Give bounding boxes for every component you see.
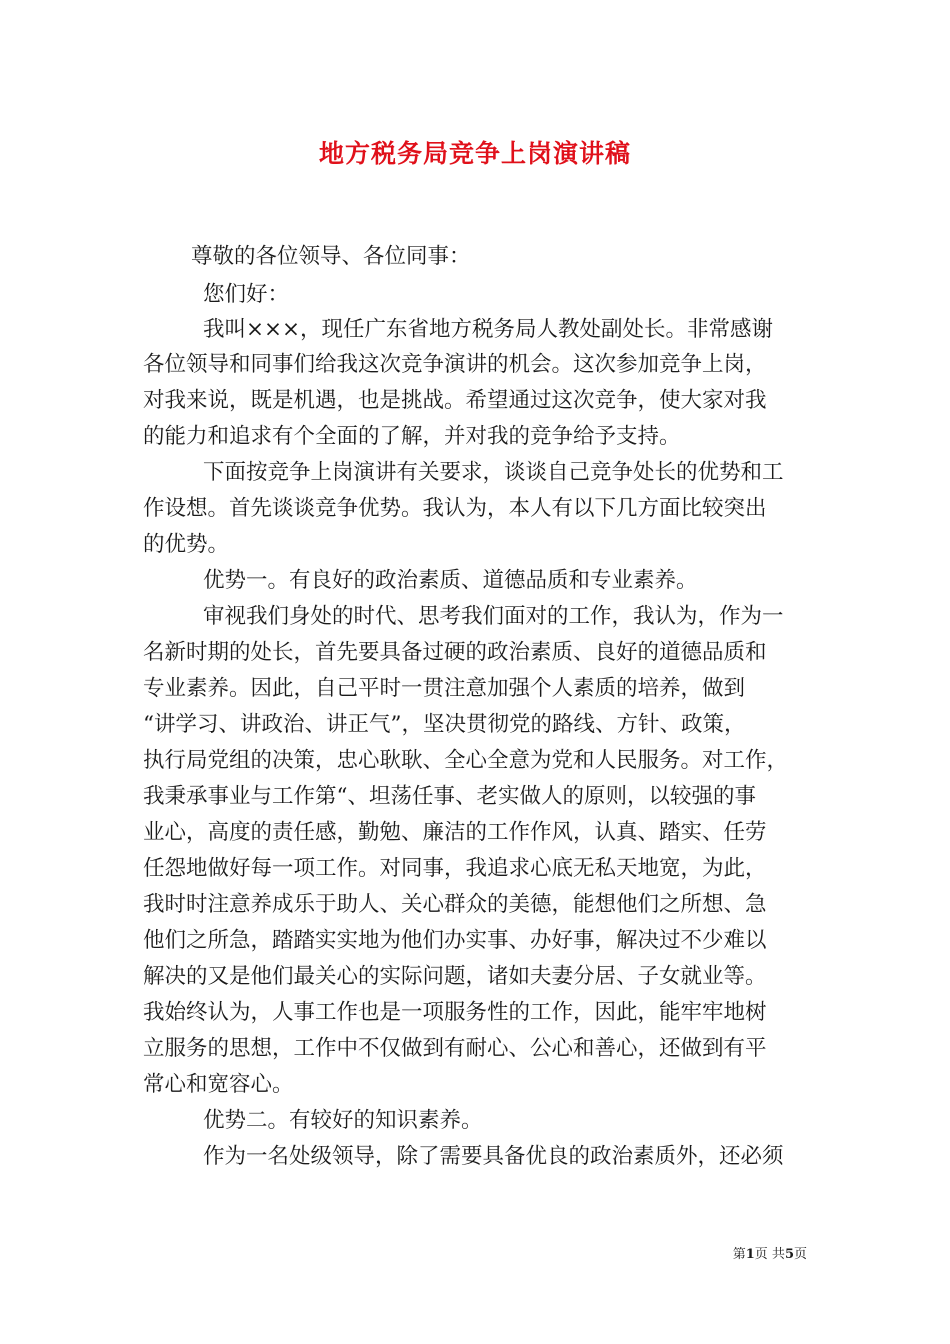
paragraph-line: 立服务的思想，工作中不仅做到有耐心、公心和善心，还做到有平	[143, 1036, 767, 1061]
footer-current-page: 1	[745, 1247, 755, 1262]
paragraph-line: 各位领导和同事们给我这次竞争演讲的机会。这次参加竞争上岗，	[143, 352, 767, 377]
paragraph-line: 常心和宽容心。	[143, 1072, 294, 1097]
paragraph-line: 下面按竞争上岗演讲有关要求，谈谈自己竞争处长的优势和工	[203, 460, 784, 485]
paragraph-line: 任怨地做好每一项工作。对同事，我追求心底无私天地宽，为此，	[143, 856, 767, 881]
paragraph-line: 我秉承事业与工作第“、坦荡任事、老实做人的原则，以较强的事	[143, 784, 756, 809]
greeting: 您们好：	[203, 282, 290, 307]
page-number-footer	[733, 1243, 807, 1262]
paragraph-line: 名新时期的处长，首先要具备过硬的政治素质、良好的道德品质和	[143, 640, 767, 665]
paragraph-line: 对我来说，既是机遇，也是挑战。希望通过这次竞争，使大家对我	[143, 388, 767, 413]
paragraph-line: “讲学习、讲政治、讲正气”，坚决贯彻党的路线、方针、政策，	[143, 712, 746, 737]
section-heading: 优势二。有较好的知识素养。	[203, 1108, 483, 1133]
paragraph-line: 业心，高度的责任感，勤勉、廉洁的工作作风，认真、踏实、任劳	[143, 820, 767, 845]
paragraph-line: 的能力和追求有个全面的了解，并对我的竞争给予支持。	[143, 424, 681, 449]
paragraph-line: 的优势。	[143, 532, 230, 557]
paragraph-line: 解决的又是他们最关心的实际问题，诸如夫妻分居、子女就业等。	[143, 964, 767, 989]
paragraph-line: 作设想。首先谈谈竞争优势。我认为，本人有以下几方面比较突出	[143, 496, 767, 521]
footer-suffix: 页	[793, 1247, 807, 1262]
paragraph-line: 执行局党组的决策，忠心耿耿、全心全意为党和人民服务。对工作，	[143, 748, 789, 773]
section-heading: 优势一。有良好的政治素质、道德品质和专业素养。	[203, 568, 698, 593]
paragraph-line: 专业素养。因此，自己平时一贯注意加强个人素质的培养，做到	[143, 676, 746, 701]
footer-middle: 页 共	[754, 1247, 785, 1262]
paragraph-line: 审视我们身处的时代、思考我们面对的工作，我认为，作为一	[203, 604, 784, 629]
paragraph-line: 我始终认为，人事工作也是一项服务性的工作，因此，能牢牢地树	[143, 1000, 767, 1025]
paragraph-line: 我时时注意养成乐于助人、关心群众的美德，能想他们之所想、急	[143, 892, 767, 917]
paragraph-line: 他们之所急，踏踏实实地为他们办实事、办好事，解决过不少难以	[143, 928, 767, 953]
salutation: 尊敬的各位领导、各位同事：	[191, 244, 471, 269]
paragraph-line: 我叫×××，现任广东省地方税务局人教处副处长。非常感谢	[203, 317, 774, 342]
footer-total-pages: 5	[784, 1247, 794, 1262]
footer-prefix: 第	[732, 1247, 746, 1262]
document-title: 地方税务局竞争上岗演讲稿	[318, 139, 631, 168]
paragraph-line: 作为一名处级领导，除了需要具备优良的政治素质外，还必须	[203, 1144, 784, 1169]
